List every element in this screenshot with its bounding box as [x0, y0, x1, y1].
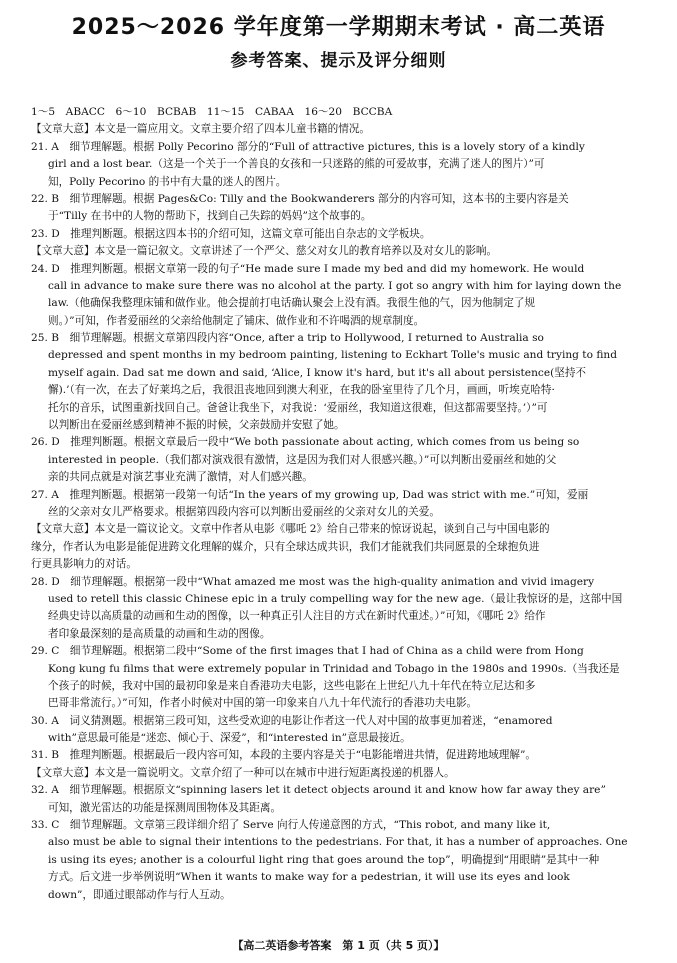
answer-line: call in advance to make sure there was no alcohol at the party. I got so angry with him for laying down the	[48, 279, 622, 292]
answer-line: 28. D 细节理解题。根据第一段中“What amazed me most was the high-quality animation and vivid imagery	[31, 575, 595, 588]
answer-line: 则。）”可知，作者爱丽丝的父亲给他制定了铺床、做作业和不许喝酒的规章制度。	[48, 314, 425, 327]
answer-body	[31, 104, 649, 904]
answer-line: interested in people.（我们都对演戏很有激情，这是因为我们对人很感兴趣。）”可以判断出爱丽丝和她的父	[48, 453, 557, 466]
answer-line: 懈).’（有一次，在去了好莱坞之后，我很沮丧地回到澳大利亚，在我的卧室里待了几个月，画画，听埃克哈特·	[48, 384, 555, 397]
answer-line: 31. B 推理判断题。根据最后一段内容可知，本段的主要内容是关于“电影能增进共情，促进跨地域理解”。	[31, 749, 536, 762]
answer-line: 25. B 细节理解题。根据文章第四段内容“Once, after a trip to Hollywood, I returned to Australia so	[31, 332, 544, 345]
answer-line: 者印象最深刻的是高质量的动画和生动的图像。	[48, 627, 271, 640]
passage-summary: 【文章大意】本文是一篇说明文。文章介绍了一种可以在城市中进行短距离投递的机器人。	[31, 766, 455, 779]
answer-line: 行更具影响力的对话。	[31, 558, 137, 571]
answer-line: 个孩子的时候，我对中国的最初印象是来自香港功夫电影，这些电影在上世纪八九十年代在特立尼达和多	[48, 679, 536, 692]
passage-summary: 【文章大意】本文是一篇应用文。文章主要介绍了四本儿童书籍的情况。	[31, 123, 370, 136]
answer-line: 24. D 推理判断题。根据文章第一段的句子“He made sure I made my bed and did my homework. He would	[31, 262, 585, 275]
answer-line: girl and a lost bear.（这是一个关于一个善良的女孩和一只迷路的熊的可爱故事，充满了迷人的图片）”可	[48, 158, 545, 171]
answer-line: Kong kung fu films that were extremely popular in Trinidad and Tobago in the 1980s and 1990s.（当我还是	[48, 662, 620, 675]
answer-line: down”，即通过眼部动作与行人互动。	[48, 888, 231, 901]
answer-line: 方式。后文进一步举例说明“When it wants to make way for a pedestrian, it will use its eyes and look	[48, 871, 570, 884]
answer-line: 32. A 细节理解题。根据原文“spinning lasers let it detect objects around it and know how far away they are”	[31, 784, 606, 797]
answer-line: 33. C 细节理解题。文章第三段详细介绍了 Serve 向行人传递意图的方式，“This robot, and many like it,	[31, 819, 551, 832]
page-subtitle: 参考答案、提示及评分细则	[230, 51, 447, 71]
answer-line: 23. D 推理判断题。根据这四本书的介绍可知，这篇文章可能出自杂志的文学板块。	[31, 227, 431, 240]
answer-line: 27. A 推理判断题。根据第一段第一句话“In the years of my growing up, Dad was strict with me.”可知，爱丽	[31, 488, 589, 501]
answer-line: law.（他确保我整理床铺和做作业。他会提前打电话确认聚会上没有酒。我很生他的气，因为他制定了规	[48, 297, 536, 310]
answer-line: 缘分，作者认为电影是能促进跨文化理解的媒介，只有全球达成共识，我们才能就我们共同愿景的全球抱负进	[31, 540, 540, 553]
page-footer: 【高二英语参考答案 第 1 页（共 5 页）】	[232, 939, 445, 952]
answer-line: 巴哥非常流行。）”可知，作者小时候对中国的第一印象来自八九十年代流行的香港功夫电影。	[48, 697, 478, 710]
answer-line: also must be able to signal their intentions to the pedestrians. For that, it has a number of approaches. One	[48, 836, 628, 849]
answer-line: 30. A 词义猜测题。根据第三段可知，这些受欢迎的电影让作者这一代人对中国的故事更加着迷，“enamored	[31, 714, 553, 727]
answer-line: myself again. Dad sat me down and said, ‘Alice, I know it's hard, but it's all about persistence(坚持不	[48, 366, 587, 379]
answer-key-line: 1～5 ABACC 6～10 BCBAB 11～15 CABAA 16～20 BCCBA	[31, 106, 393, 118]
answer-line: with”意思最可能是“迷恋、倾心于、深爱”，和“interested in”意思最接近。	[48, 732, 411, 745]
answer-line: 托尔的音乐，试图重新找回自己。爸爸让我坐下，对我说：‘爱丽丝，我知道这很难，但这都需要坚持。’）”可	[48, 401, 548, 414]
passage-summary: 【文章大意】本文是一篇记叙文。文章讲述了一个严父、慈父对女儿的教育培养以及对女儿的影响。	[31, 245, 498, 258]
answer-line: 于“Tilly 在书中的人物的帮助下，找到自己失踪的妈妈”这个故事的。	[48, 210, 372, 223]
answer-line: 可知，激光雷达的功能是探测周围物体及其距离。	[48, 801, 282, 814]
answer-line: 经典史诗以高质量的动画和生动的图像，以一种真正引人注目的方式在新时代重述。）”可知，《哪吒 2》给作	[48, 610, 546, 623]
answer-line: used to retell this classic Chinese epic in a truly compelling way for the new age.（最让我惊讶的是，这部中国	[48, 592, 623, 605]
answer-line: is using its eyes; another is a colourful light ring that goes around the top”，明确提到“用眼睛”是其中一种	[48, 853, 600, 866]
answer-line: depressed and spent months in my bedroom painting, listening to Eckhart Tolle's music and trying to find	[48, 349, 617, 362]
passage-summary: 【文章大意】本文是一篇议论文。文章中作者从电影《哪吒 2》给自己带来的惊讶说起，谈到自己与中国电影的	[31, 523, 550, 536]
answer-line: 29. C 细节理解题。根据第二段中“Some of the first images that I had of China as a child were from Hong	[31, 645, 584, 658]
answer-line: 以判断出在爱丽丝感到精神不振的时候，父亲鼓励并安慰了她。	[48, 419, 345, 432]
answer-line: 26. D 推理判断题。根据文章最后一段中“We both passionate about acting, which comes from us being so	[31, 436, 580, 449]
answer-line: 知，Polly Pecorino 的书中有大量的迷人的图片。	[48, 175, 287, 188]
answer-line: 丝的父亲对女儿严格要求。根据第四段内容可以判断出爱丽丝的父亲对女儿的关爱。	[48, 505, 440, 518]
answer-line: 21. A 细节理解题。根据 Polly Pecorino 部分的“Full of attractive pictures, this is a lovely story of a kindly	[31, 140, 585, 153]
answer-line: 22. B 细节理解题。根据 Pages&Co: Tilly and the Bookwanderers 部分的内容可知，这本书的主要内容是关	[31, 192, 569, 205]
page-title: 2025～2026 学年度第一学期期末考试 · 高二英语	[71, 15, 606, 40]
answer-line: 亲的共同点就是对演艺事业充满了激情，对人们感兴趣。	[48, 471, 313, 484]
